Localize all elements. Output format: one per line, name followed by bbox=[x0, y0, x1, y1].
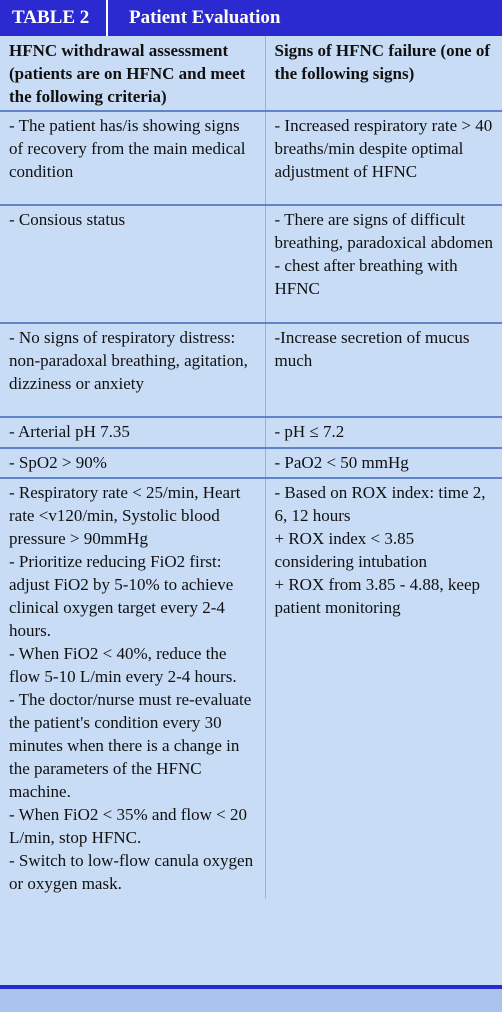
header-hfnc-failure-signs: Signs of HFNC failure (one of the following signs) bbox=[274, 41, 490, 83]
table-row bbox=[0, 111, 502, 205]
withdrawal-criterion: - SpO2 > 90% bbox=[0, 448, 265, 478]
failure-sign: - Increased respiratory rate > 40 breaths/min despite optimal adjustment of HFNC bbox=[265, 111, 502, 205]
evaluation-table bbox=[0, 36, 502, 898]
table-header-row bbox=[0, 36, 502, 111]
table-title-bar bbox=[0, 0, 502, 36]
table-footer-band bbox=[0, 989, 502, 1012]
table-row bbox=[0, 323, 502, 417]
header-withdrawal-assessment: HFNC withdrawal assessment (patients are on HFNC and meet the following criteria) bbox=[0, 36, 265, 111]
withdrawal-criterion: - The patient has/is showing signs of recovery from the main medical condition bbox=[0, 111, 265, 205]
table-row bbox=[0, 205, 502, 323]
failure-sign: - Based on ROX index: time 2, 6, 12 hours + ROX index < 3.85 considering intubation + ROX from 3.85 - 4.88, keep patient monitoring bbox=[265, 478, 502, 898]
table-number: TABLE 2 bbox=[0, 0, 108, 36]
table-title: Patient Evaluation bbox=[129, 7, 281, 28]
withdrawal-criterion: - No signs of respiratory distress: non-paradoxal breathing, agitation, dizziness or anxiety bbox=[0, 323, 265, 417]
failure-sign: -Increase secretion of mucus much bbox=[265, 323, 502, 417]
failure-sign: - PaO2 < 50 mmHg bbox=[265, 448, 502, 478]
withdrawal-criterion: - Consious status bbox=[0, 205, 265, 323]
failure-sign: - There are signs of difficult breathing, paradoxical abdomen - chest after breathing with HFNC bbox=[265, 205, 502, 323]
table-row bbox=[0, 417, 502, 448]
failure-sign: - pH ≤ 7.2 bbox=[265, 417, 502, 448]
table-row bbox=[0, 478, 502, 898]
withdrawal-criterion: - Arterial pH 7.35 bbox=[0, 417, 265, 448]
table-row bbox=[0, 448, 502, 478]
withdrawal-criterion: - Respiratory rate < 25/min, Heart rate <v120/min, Systolic blood pressure > 90mmHg - Prioritize reducing FiO2 first: adjust FiO2 by 5-10% to achieve clinical oxygen target every 2-4 hours. - When FiO2 < 40%, reduce the flow 5-10 L/min every 2-4 hours. - The doctor/nurse must re-evaluate the patient's condition every 30 minutes when there is a change in the parameters of the HFNC machine. - When FiO2 < 35% and flow < 20 L/min, stop HFNC. - Switch to low-flow canula oxygen or oxygen mask. bbox=[0, 478, 265, 898]
